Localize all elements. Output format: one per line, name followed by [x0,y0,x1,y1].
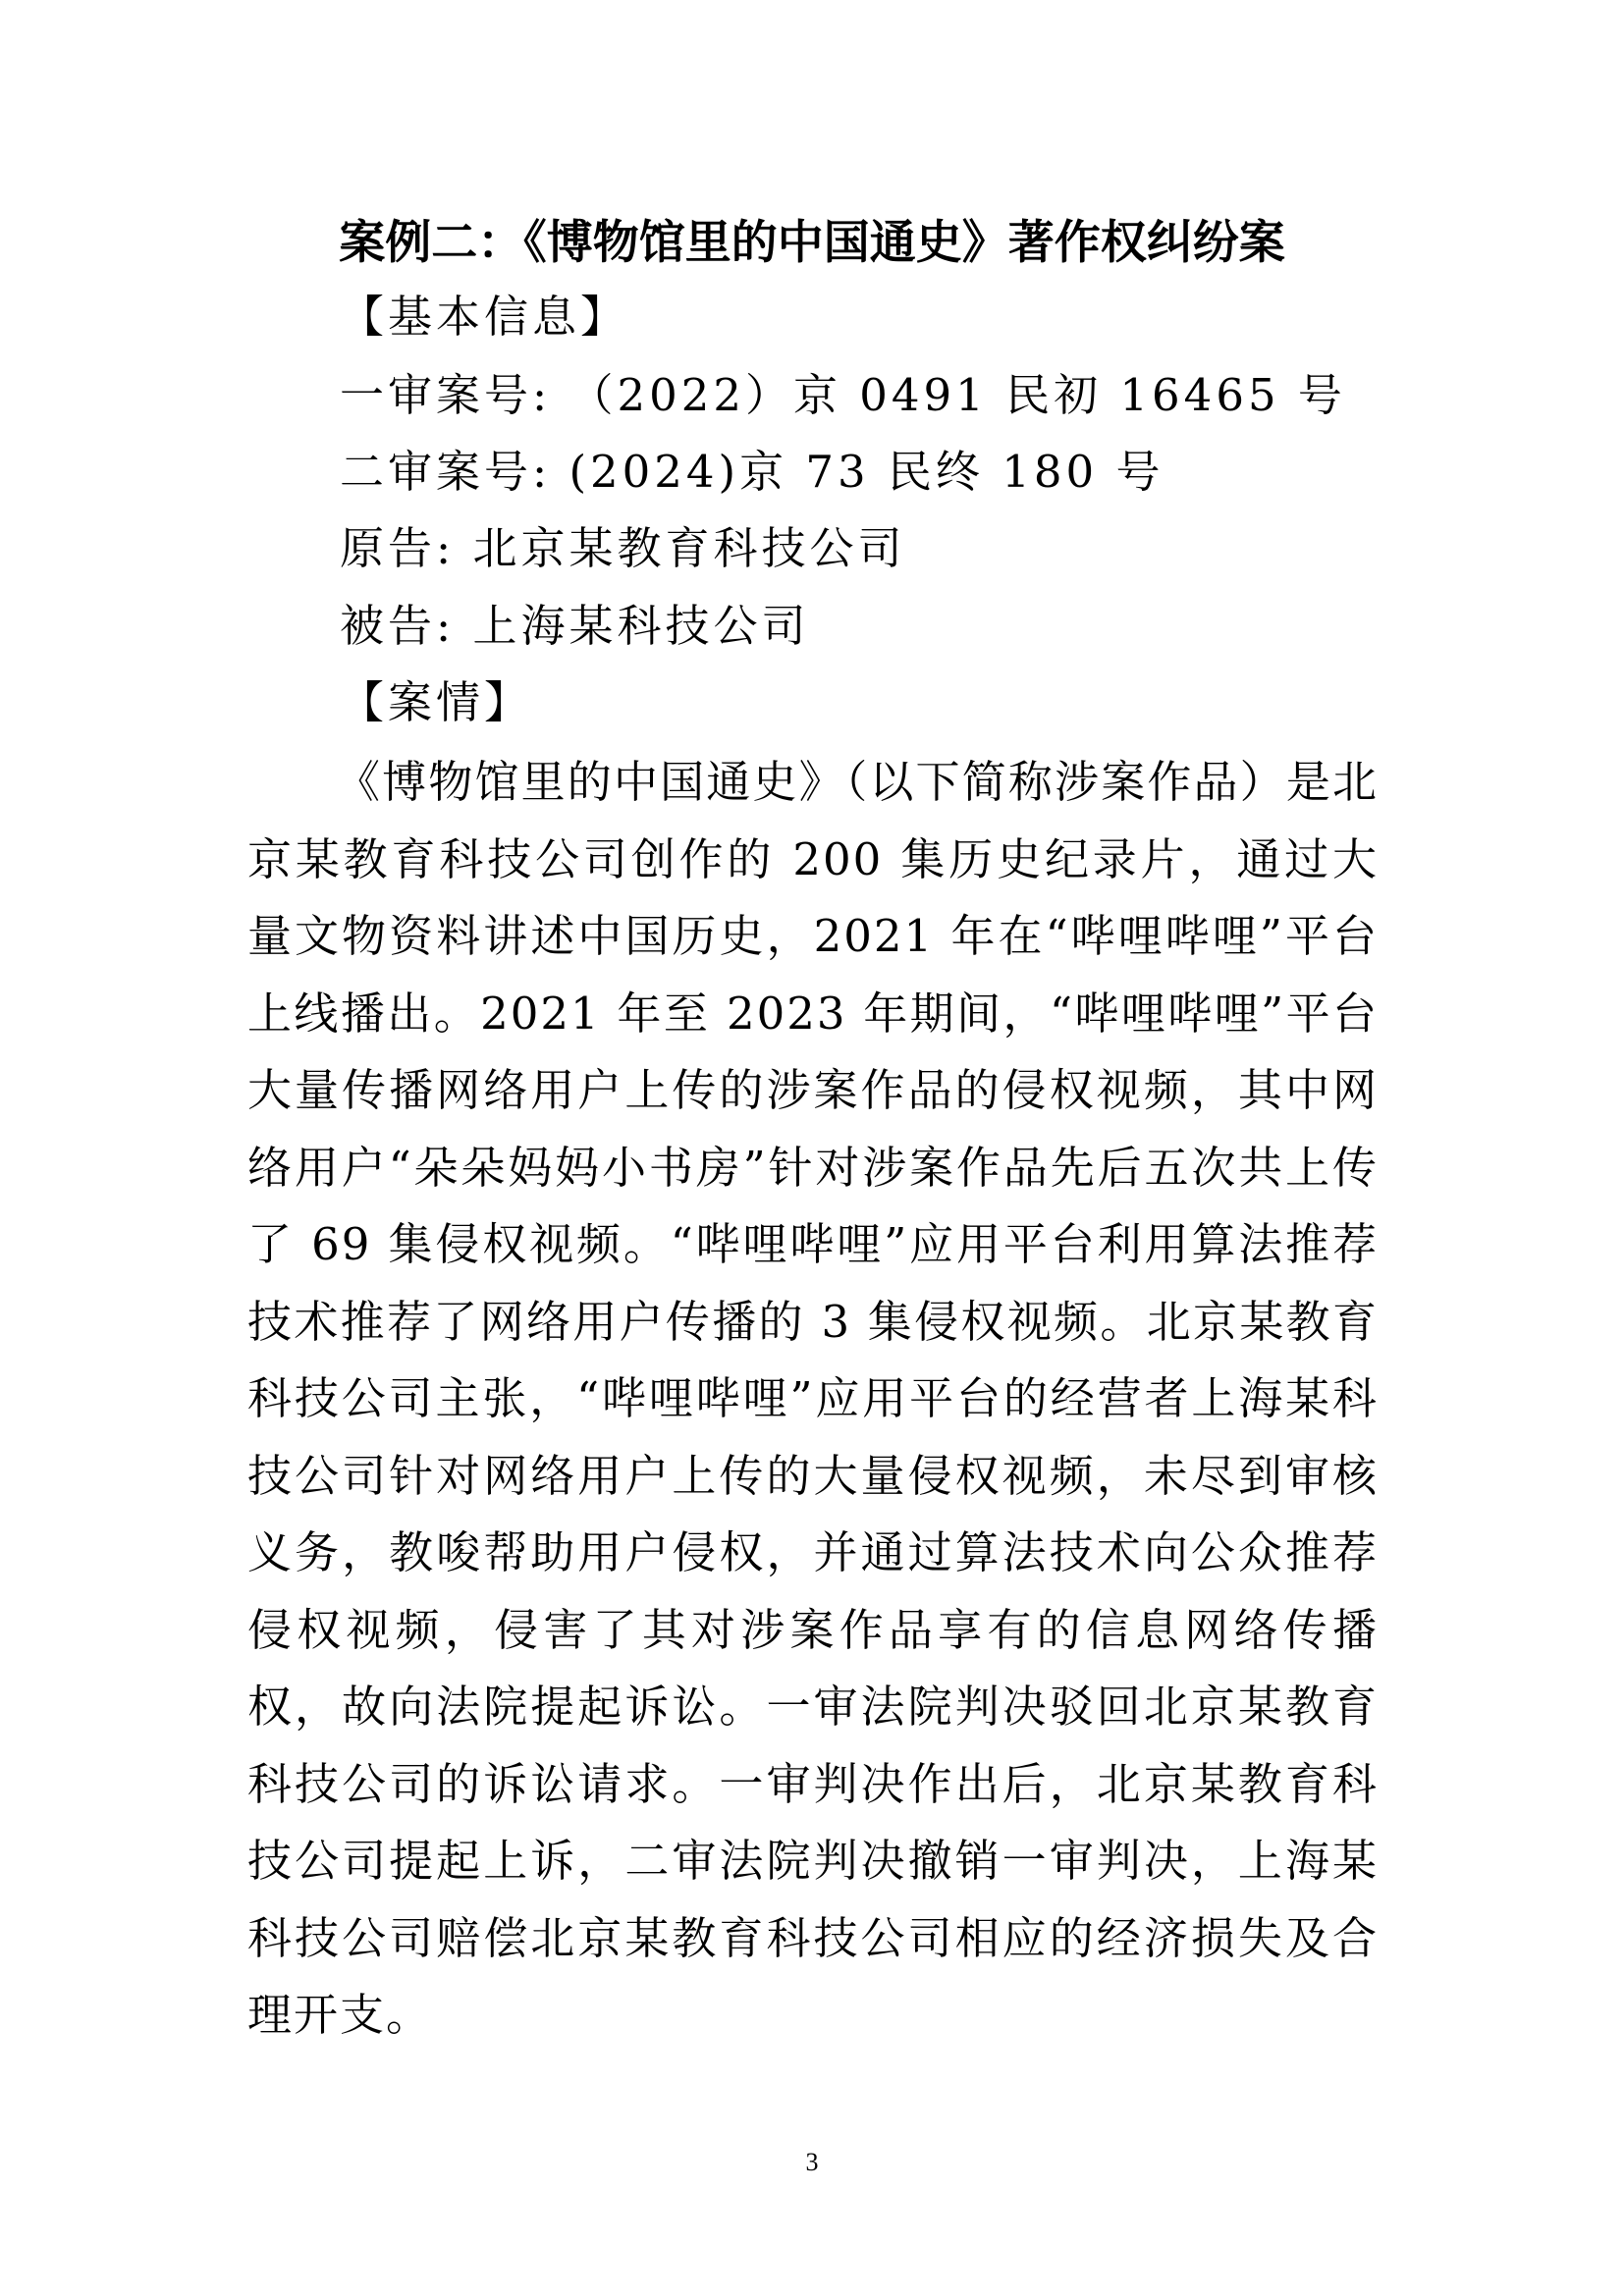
plaintiff-line: 原告: 北京某教育科技公司 [340,522,906,574]
first-instance-case-number: 一审案号: （2022）京 0491 民初 16465 号 [340,369,1346,421]
basic-info-heading: 【基本信息】 [340,291,629,343]
case-facts-paragraph: 《博物馆里的中国通史》（以下简称涉案作品）是北京某教育科技公司创作的 200 集历史纪录片，通过大量文物资料讲述中国历史，2021 年在“哔哩哔哩”平台上线播出。2021 年至 2023 年期间，“哔哩哔哩”平台大量传播网络用户上传的涉案作品的侵权视频，其中网络用户“朵朵妈妈小书房”针对涉案作品先后五次共上传了 69 集侵权视频。“哔哩哔哩”应用平台利用算法推荐技术推荐了网络用户传播的 3 集侵权视频。北京某教育科技公司主张，“哔哩哔哩”应用平台的经营者上海某科技公司针对网络用户上传的大量侵权视频，未尽到审核义务，教唆帮助用户侵权，并通过算法技术向公众推荐侵权视频，侵害了其对涉案作品享有的信息网络传播权，故向法院提起诉讼。一审法院判决驳回北京某教育科技公司的诉讼请求。一审判决作出后，北京某教育科技公司提起上诉，二审法院判决撤销一审判决，上海某科技公司赔偿北京某教育科技公司相应的经济损失及合理开支。 [247,756,1379,2041]
second-instance-case-number: 二审案号: (2024)京 73 民终 180 号 [340,446,1164,498]
case-facts-heading: 【案情】 [340,676,533,728]
defendant-line: 被告: 上海某科技公司 [340,600,810,652]
case-title: 案例二：《博物馆里的中国通史》著作权纠纷案 [339,216,1285,270]
page-number: 3 [805,2148,819,2176]
